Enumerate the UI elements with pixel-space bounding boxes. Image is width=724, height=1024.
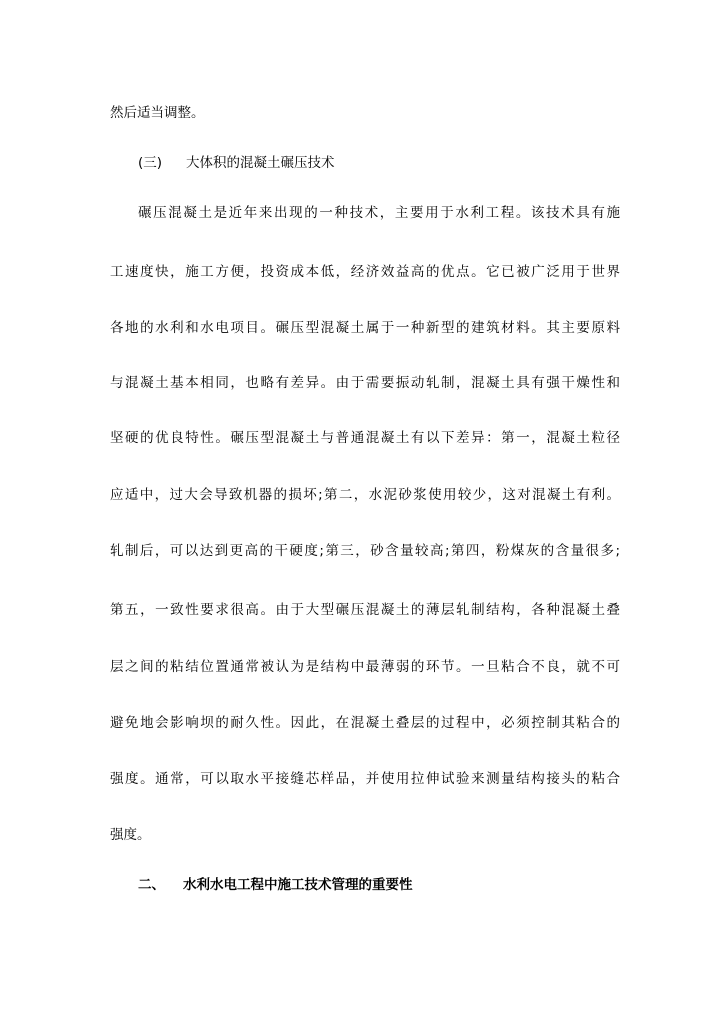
body-line: 然后适当调整。 [110, 105, 205, 121]
body-line: 各地的水利和水电项目。碾压型混凝土属于一种新型的建筑材料。其主要原料 [110, 320, 620, 336]
section-heading-number: 二、 [138, 877, 165, 893]
body-line: 强度。 [110, 827, 151, 843]
body-line: 第五，一致性要求很高。由于大型碾压混凝土的薄层轧制结构，各种混凝土叠 [110, 602, 620, 618]
body-line: 避免地会影响坝的耐久性。因此，在混凝土叠层的过程中，必须控制其粘合的 [110, 715, 620, 731]
body-line: 工速度快，施工方便，投资成本低，经济效益高的优点。它已被广泛用于世界 [110, 264, 620, 280]
body-line: 层之间的粘结位置通常被认为是结构中最薄弱的环节。一旦粘合不良，就不可 [110, 659, 620, 675]
body-line: 轧制后，可以达到更高的干硬度;第三，砂含量较高;第四，粉煤灰的含量很多; [110, 543, 620, 559]
subheading-number: (三) [138, 155, 163, 171]
body-line: 应适中，过大会导致机器的损坏;第二，水泥砂浆使用较少，这对混凝土有利。 [110, 487, 620, 503]
body-line: 强度。通常，可以取水平接缝芯样品，并使用拉伸试验来测量结构接头的粘合 [110, 771, 620, 787]
body-line: 与混凝土基本相同，也略有差异。由于需要振动轧制，混凝土具有强干燥性和 [110, 375, 620, 391]
subheading-title: 大体积的混凝土碾压技术 [186, 155, 335, 171]
body-line: 坚硬的优良特性。碾压型混凝土与普通混凝土有以下差异：第一，混凝土粒径 [110, 430, 620, 446]
subheading [138, 153, 620, 173]
section-heading-title: 水利水电工程中施工技术管理的重要性 [183, 877, 413, 893]
section-heading [138, 875, 620, 895]
paragraph-first-line: 碾压混凝土是近年来出现的一种技术，主要用于水利工程。该技术具有施 [138, 205, 620, 221]
